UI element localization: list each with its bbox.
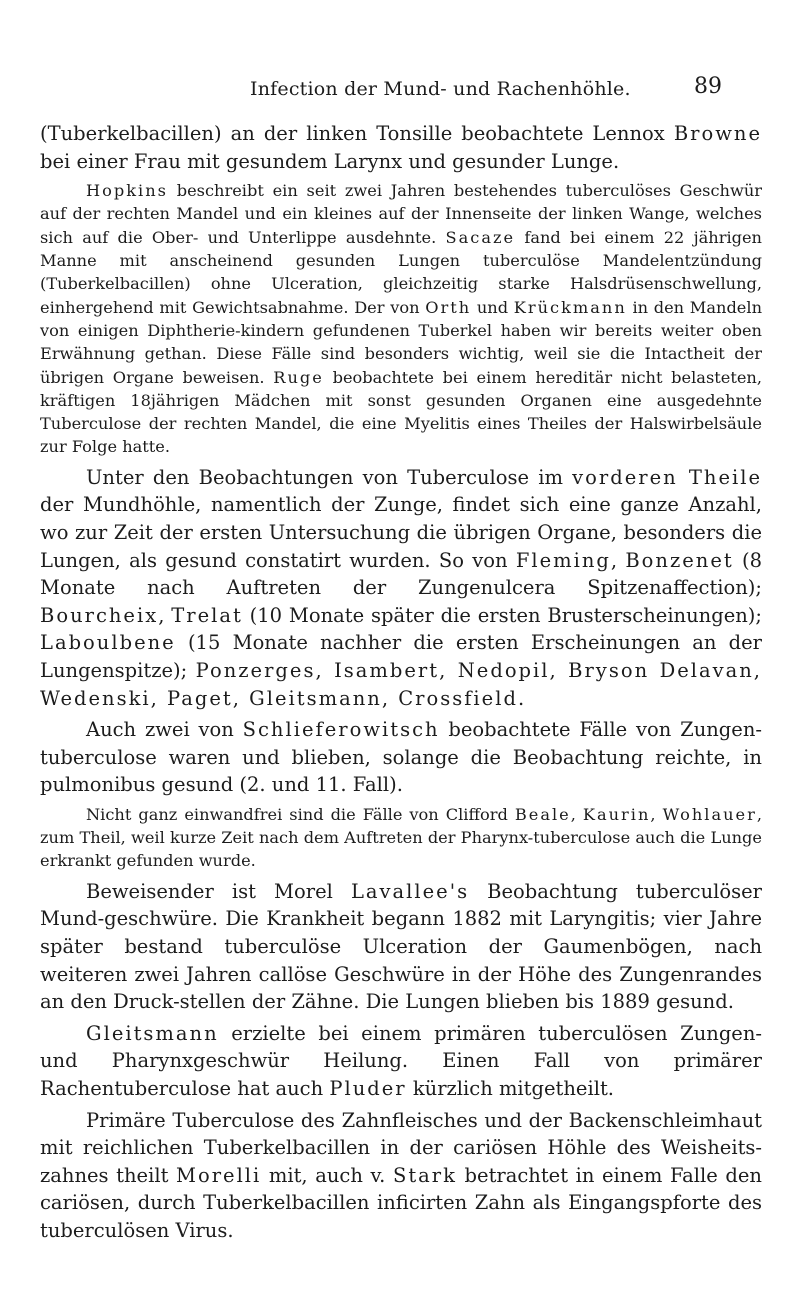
text-run: betrachtet in einem Falle den cariösen, durch Tuberkelbacillen inficirten Zahn als Eingangspforte des tuberculösen Virus. [40,1163,762,1242]
text-run: , [650,804,663,824]
text-run: , zum Theil, weil kurze Zeit nach dem Auftreten der Pharynx-tuberculose auch die Lunge erkrankt gefunden wurde. [40,804,762,871]
author-name: Schlieferowitsch [242,718,440,742]
text-run: (15 Monate nachher die ersten Erscheinungen an der Lungenspitze); [40,631,762,682]
text-run: , [158,603,172,627]
author-name: Browne [673,122,762,145]
text-run: kürzlich mitgetheilt. [406,1076,614,1100]
paragraph [40,1107,762,1245]
paragraph [40,464,762,712]
paragraph [40,1020,762,1103]
text-run: Auch zwei von [86,718,243,742]
text-run: (10 Monate später die ersten Brusterscheinungen); [242,603,762,627]
author-name: Morelli [176,1163,262,1187]
author-name: Pluder [329,1076,407,1100]
author-name: Stark [392,1163,457,1187]
body-text [40,120,762,1248]
text-run: beschreibt ein seit zwei Jahren bestehendes tuberculöses Geschwür auf der rechten Mandel und ein kleines auf der Innenseite der linken Wange, welches sich auf die Ober- und Unterlippe ausdehnte. [40,181,762,247]
text-run: mit, auch v. [261,1163,393,1187]
paragraph [40,716,762,799]
author-name: Trelat [171,603,243,627]
text-run: Primäre Tuberculose des Zahnfleisches und der Backenschleimhaut mit reichlichen Tuberkelbacillen in der cariösen Höhle des Weisheits-zahnes theilt [40,1108,762,1187]
text-run: bei einer Frau mit gesundem Larynx und gesunder Lunge. [40,149,620,173]
author-name: Hopkins [86,181,168,201]
text-run: fand bei einem 22 jährigen Manne mit anscheinend gesunden Lungen tuberculöse Mandelentzündung (Tuberkelbacillen) ohne Ulceration, gleichzeitig starke Halsdrüsenschwellung, einhergehend mit Gewichtsabnahme. Der von [40,227,762,317]
text-run: in den Mandeln von einigen Diphtherie-kindern gefundenen Tuberkel haben wir bereits weiter oben Erwähnung gethan. Diese Fälle sind besonders wichtig, weil sie die Intactheit der übrigen Organe beweisen. [40,297,762,387]
author-name: Krückmann [513,297,627,317]
author-name: Lavallee's [350,879,470,903]
page-number: 89 [694,74,722,99]
text-run: Nicht ganz einwandfrei sind die Fälle von Clifford [86,804,515,824]
author-name: Laboulbene [40,631,176,655]
text-run: erzielte bei einem primären tuberculösen Zungen- und Pharynxgeschwür Heilung. Einen Fall von primärer Rachentuberculose hat auch [40,1021,762,1100]
text-run: beobachtete Fälle von Zungen-tuberculose waren und blieben, solange die Beobachtung reichte, in pulmonibus gesund (2. und 11. Fall). [40,718,762,797]
author-name: Fleming [515,548,611,572]
text-run: Beweisender ist Morel [86,879,351,903]
text-run: Unter den Beobachtungen von Tuberculose im [86,465,573,489]
author-name: Bonzenet [625,548,734,572]
author-name: Orth [425,297,472,317]
text-run: . [517,686,525,710]
author-name: Kaurin [582,804,651,824]
text-run: , [610,548,626,572]
text-run: und [471,297,514,317]
author-name: Ponzerges, Isambert, Nedopil, Bryson Delavan, Wedenski, Paget, Gleitsmann, Crossfield [40,658,762,710]
paragraph [40,120,762,175]
author-name: Bourcheix [40,603,159,627]
paragraph [40,878,762,1016]
running-title: Infection der Mund- und Rachenhöhle. [250,78,631,100]
author-name: Beale [514,804,571,824]
text-run: (Tuberkelbacillen) an der linken Tonsille beobachtete Lennox [40,122,674,145]
author-name: vorderen Theile [572,465,762,489]
author-name: Wohlauer [662,804,757,824]
author-name: Gleitsmann [86,1021,219,1045]
text-run: der Mundhöhle, namentlich der Zunge, findet sich eine ganze Anzahl, wo zur Zeit der ersten Untersuchung die übrigen Organe, besonders die Lungen, als gesund constatirt wurden. So von [40,493,762,572]
text-run: beobachtete bei einem hereditär nicht belasteten, kräftigen 18jährigen Mädchen mit sonst gesunden Organen eine ausgedehnte Tuberculose der rechten Mandel, die eine Myelitis eines Theiles der Halswirbelsäule zur Folge hatte. [40,367,762,457]
author-name: Sacaze [445,227,516,247]
text-run: Beobachtung tuberculöser Mund-geschwüre. Die Krankheit begann 1882 mit Laryngitis; vier Jahre später bestand tuberculöse Ulceration der Gaumenbögen, nach weiteren zwei Jahren callöse Geschwüre in der Höhe des Zungenrandes an den Druck-stellen der Zähne. Die Lungen blieben bis 1889 gesund. [40,879,762,1014]
paragraph [40,803,762,873]
author-name: Ruge [273,367,324,387]
paragraph [40,179,762,459]
text-run: (8 Monate nach Auftreten der Zungenulcera Spitzenaffection); [40,548,763,600]
text-run: , [570,804,583,824]
